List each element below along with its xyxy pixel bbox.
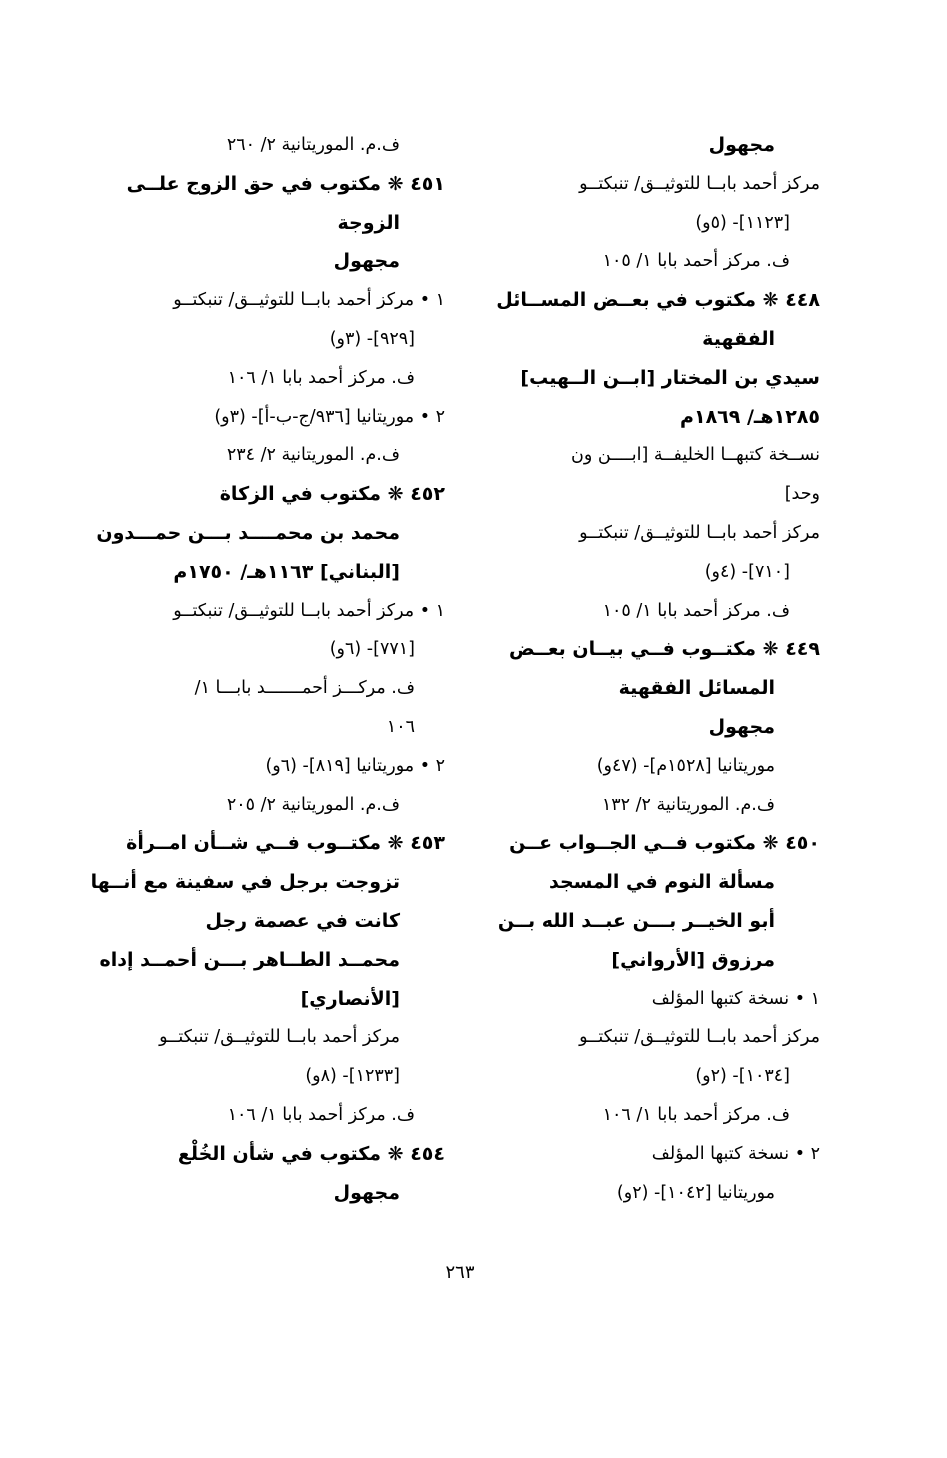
text-line: سيدي بن المختار [ابــن الــهيب] — [520, 366, 820, 389]
text-line: ٤٥٣ ❋ مكتــوب فــي شــأن امــرأة — [126, 832, 445, 855]
text-line: موريتانيا [١٥٢٨م]- (٤٧و) — [596, 755, 775, 776]
text-line: مركز أحمد بابــا للتوثيــق/ تنبكتــو — [579, 173, 820, 194]
text-line: كانت في عصمة رجل — [205, 909, 400, 932]
text-line: ف. مركز أحمد بابا ١/ ١٠٥ — [602, 600, 790, 621]
text-line: ف.م. الموريتانية ٢/ ٢٣٤ — [226, 445, 400, 466]
text-line: ١ • نسخة كتبها المؤلف — [651, 988, 820, 1009]
text-line: موريتانيا [١٠٤٢]- (٢و) — [616, 1182, 775, 1203]
text-line: الفقهية — [702, 327, 775, 350]
text-line: ١٢٨٥هـ/ ١٨٦٩م — [680, 405, 820, 428]
text-line: ٢ • موريتانيا [٨١٩]- (٦و) — [265, 755, 445, 776]
text-line: مجهول — [708, 715, 775, 738]
text-line: نســخة كتبهــا الخليفــة [ابــــن ون — [571, 445, 820, 466]
text-line: مركز أحمد بابــا للتوثيــق/ تنبكتــو — [579, 1027, 820, 1048]
text-line: ف.م. الموريتانية ٢/ ١٣٢ — [601, 794, 775, 815]
text-line: ٤٤٨ ❋ مكتوب في بعــض المســائل — [496, 289, 820, 312]
text-line: مرزوق [الأرواني] — [611, 948, 775, 971]
text-line: أبو الخيــر بـــن عبــد الله بــن — [497, 909, 775, 932]
text-line: ف.م. الموريتانية ٢/ ٢٦٠ — [226, 135, 400, 155]
text-line: ف.م. الموريتانية ٢/ ٢٠٥ — [226, 794, 400, 815]
text-line: المسائل الفقهية — [618, 677, 775, 700]
text-line: ٤٥٢ ❋ مكتوب في الزكاة — [219, 483, 445, 506]
text-line: [٧٧١]- (٦و) — [329, 639, 415, 660]
text-line: ٤٤٩ ❋ مكتــوب فــي بيــان بعــض — [508, 638, 820, 661]
left-column — [90, 126, 445, 1212]
text-line: مجهول — [708, 134, 775, 156]
text-line: ٤٥٠ ❋ مكتوب فــي الجــواب عــن — [509, 832, 820, 855]
text-line: ف. مركز أحمد بابا ١/ ١٠٦ — [602, 1104, 790, 1125]
text-line: مجهول — [333, 250, 400, 273]
text-line: تزوجت برجل في سفينة مع أنــها — [90, 871, 400, 894]
text-line: ف. مركز أحمد بابا ١/ ١٠٦ — [227, 1104, 415, 1125]
page-number: ٢٦٣ — [445, 1262, 475, 1283]
text-line: [البناني] ١١٦٣هـ/ ١٧٥٠م — [173, 560, 400, 583]
text-line: ف. مركز أحمد بابا ١/ ١٠٦ — [227, 367, 415, 388]
text-line: ٢ • موريتانيا [٩٣٦/ج-ب-أ]- (٣و) — [214, 406, 445, 427]
text-line: [١٠٣٤]- (٢و) — [695, 1066, 790, 1087]
text-line: ف. مركز أحمد بابا ١/ ١٠٥ — [602, 251, 790, 272]
text-line: [١١٢٣]- (٥و) — [695, 212, 790, 233]
text-line: مركز أحمد بابــا للتوثيــق/ تنبكتــو — [159, 1027, 400, 1048]
text-line: ف. مركـــز أحمـــــــد بابـــا ١/ — [194, 678, 415, 699]
text-line: [١٢٣٣]- (٨و) — [305, 1066, 400, 1087]
text-line: ٤٥١ ❋ مكتوب في حق الزوج علــى — [126, 172, 445, 195]
text-line: [٧١٠]- (٤و) — [704, 561, 790, 582]
text-line: وحد] — [784, 484, 820, 505]
text-line: محمــد الطــاهر بـــن أحمــد إداه — [99, 948, 400, 971]
text-line: ١ • مركز أحمد بابــا للتوثيــق/ تنبكتــو — [173, 290, 445, 311]
text-line: ١ • مركز أحمد بابــا للتوثيــق/ تنبكتــو — [173, 600, 445, 621]
text-line: الزوجة — [337, 211, 400, 234]
text-line: ٢ • نسخة كتبها المؤلف — [651, 1143, 820, 1164]
text-line: مجهول — [333, 1181, 400, 1204]
text-line: مسألة النوم في المسجد — [548, 871, 775, 894]
text-line: [الأنصاري] — [300, 987, 400, 1010]
text-line: محمد بن محمــــد بـــن حمـــدون — [96, 521, 400, 544]
text-line: ٤٥٤ ❋ مكتوب في شأن الخُلْع — [177, 1142, 445, 1165]
text-line: مركز أحمد بابــا للتوثيــق/ تنبكتــو — [579, 522, 820, 543]
text-line: ١٠٦ — [386, 716, 415, 737]
text-line: [٩٢٩]- (٣و) — [329, 328, 415, 349]
right-column — [490, 126, 820, 1212]
